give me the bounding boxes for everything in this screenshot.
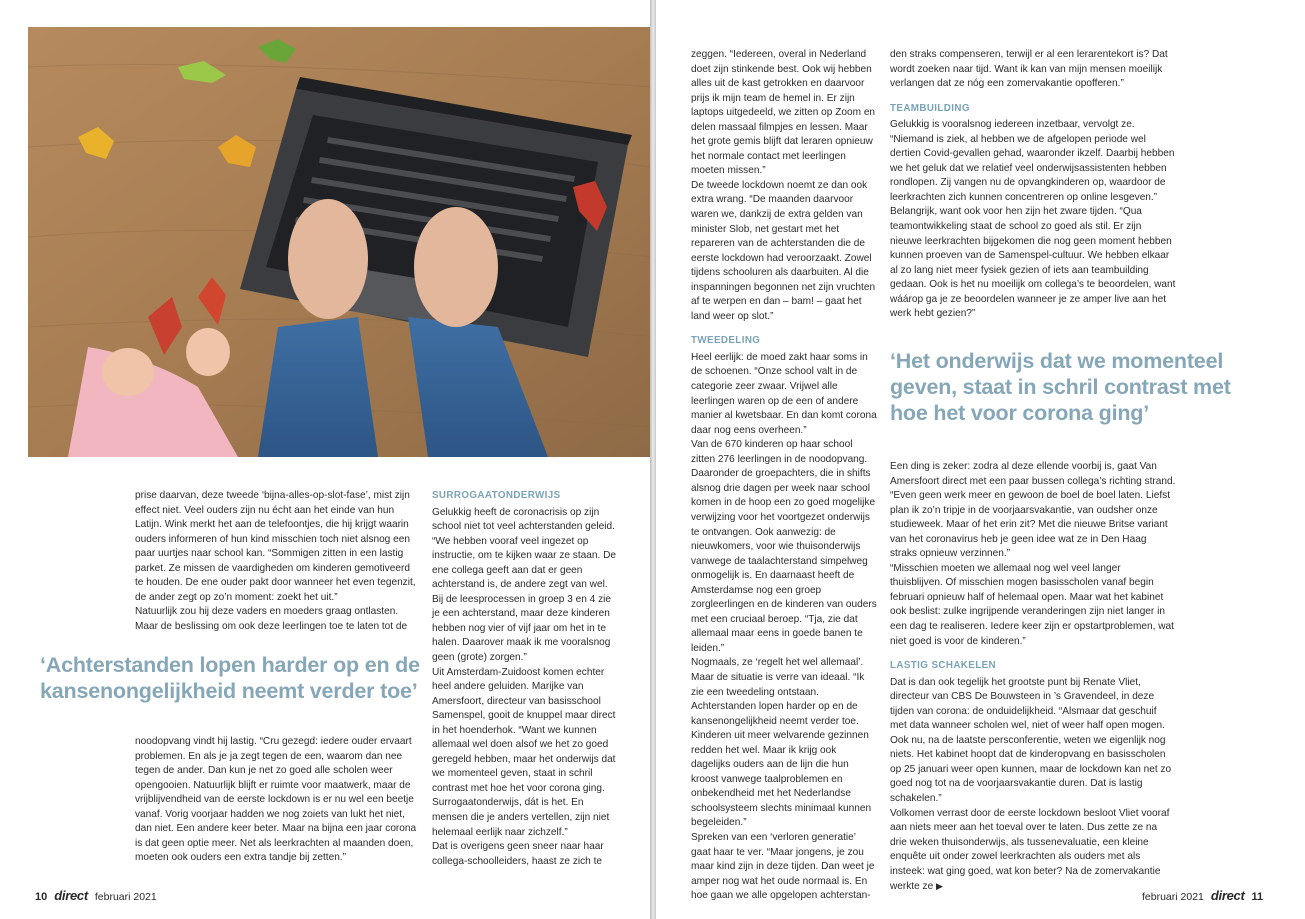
paragraph: noodopvang vindt hij lastig. “Cru gezegd: iedere ouder ervaart problemen. En als je ja zegt tegen de een, waarom dan nee tegen de ander. Dan kun je net zo goed alle scholen weer opengooien. Natuurlijk blijft er ruimte voor maatwerk, maar de vrijblijvendheid van de eerste lockdown is er nu wel een beetje vanaf. Vorig voorjaar hadden we nog zoiets van lukt het niet, dan niet. Een andere keer beter. Maar na bijna een jaar corona is dat geen optie meer. Net als leerkrachten al maanden doen, moeten ook ouders een extra tandje bij zetten.”	[135, 736, 417, 864]
right-page	[656, 0, 1305, 919]
paragraph: De tweede lockdown noemt ze dan ook extra wrang. “De maanden daarvoor waren we, dankzij de extra gelden van minister Slob, net gestart met het repareren van de achterstanden die de eerste lockdown had veroorzaakt. Zowel tijdens schooluren als daarbuiten. Al die inspanningen begonnen net zijn vruchten af te werpen en dan – bam! – gaat het land weer op slot.”	[691, 179, 876, 322]
left-column-1-top	[135, 489, 418, 634]
paragraph: Heel eerlijk: de moed zakt haar soms in de schoenen. “Onze school valt in de categorie zeer zwaar. Vrijwel alle leerlingen waren op de een of andere manier al kwetsbaar. En dan komt corona daar nog eens overheen.”	[691, 351, 877, 436]
magazine-logo: direct	[1210, 888, 1245, 903]
paragraph: Belangrijk, want ook voor hen zijn het zware tijden. “Qua teamontwikkeling staat de school zo goed als stil. Er zijn nieuwe leerkrachten bijgekomen die nog geen moment hebben kunnen proeven van de Samenspel-cultuur. We hebben elkaar al zo lang niet meer fysiek gezien of iets aan teambuilding gedaan. Ook is het nu moeilijk om collega’s te beoordelen, want wáárop ga je ze beoordelen wanneer je ze amper live aan het werk hebt gezien?”	[890, 206, 1176, 320]
left-folio	[35, 888, 157, 903]
section-heading-tweedeling: TWEEDELING	[691, 335, 761, 347]
paragraph: Dat is dan ook tegelijk het grootste punt bij Renate Vliet, directeur van CBS De Bouwsteen in ’s Gravendeel, in deze tijden van corona: de onduidelijkheid. “Alsmaar dat geschuif met data wanneer scholen wel, niet of weer half open mogen. Ook nu, na de laatste persconferentie, weten we eigenlijk nog niets. Het kabinet hoopt dat de kinderopvang en basisscholen op 25 januari weer open kunnen, maar de lockdown kan net zo goed nog tot na de voorjaarsvakantie duren. Dat is lastig schakelen.”	[890, 676, 1172, 805]
photo-illustration	[28, 27, 650, 457]
section-heading-surrogaatonderwijs: SURROGAATONDERWIJS	[432, 490, 561, 501]
section-heading-lastig-schakelen: LASTIG SCHAKELEN	[890, 660, 997, 672]
paragraph: Gelukkig heeft de coronacrisis op zijn school niet tot veel achterstanden geleid. “We hebben vooraf veel ingezet op instructie, om te kijken waar ze staan. De ene collega geeft aan dat er geen achterstand is, de andere zegt van wel. Bij de leesprocessen in groep 3 en 4 zie je een achterstand, maar deze kinderen hebben nog vier of vijf jaar om het in te halen. Daarover maak ik me vooralsnog geen (grote) zorgen.”	[432, 506, 617, 664]
left-column-1-bottom	[135, 735, 418, 866]
paragraph: zeggen. “Iedereen, overal in Nederland doet zijn stinkende best. Ook wij hebben alles uit de kast getrokken en daarvoor prijs ik mijn team de hemel in. Er zijn laptops uitgedeeld, we zitten op Zoom en delen massaal filmpjes en lessen. Maar het grote gemis blijft dat leraren opnieuw het normale contact met leerlingen moeten missen.”	[691, 49, 876, 177]
page-number: 11	[1251, 891, 1264, 903]
right-pullquote: ‘Het onderwijs dat we momenteel geven, staat in schril contrast met hoe het voor corona ging’	[890, 349, 1231, 425]
right-column-2-bottom	[890, 460, 1176, 895]
paragraph: “Misschien moeten we allemaal nog wel veel langer thuisblijven. Of misschien mogen basisscholen vanaf begin februari opnieuw half of helemaal open. Maar wat het kabinet ook beslist: zulke ingrijpende veranderingen zijn niet langer in een dag te realiseren. Iedere keer zijn er opstartproblemen, wat niet goed is voor de kinderen.”	[890, 562, 1174, 647]
issue-date: februari 2021	[1142, 891, 1204, 903]
paragraph: Gelukkig is vooralsnog iedereen inzetbaar, vervolgt ze. “Niemand is ziek, al hebben we de afgelopen periode wel dertien Covid-gevallen gehad, waaronder ikzelf. Daarbij hebben we het geluk dat we relatief veel onderwijsassistenten hebben rondlopen. Zij vangen nu de opvangkinderen op, waardoor de leerkrachten zich kunnen concentreren op online lesgeven.”	[890, 119, 1175, 203]
paragraph: Nogmaals, ze ‘regelt het wel allemaal’. Maar de situatie is verre van ideaal. “Ik zie een tweedeling ontstaan. Achterstanden lopen harder op en de kansenongelijkheid neemt verder toe. Kinderen uit meer welvarende gezinnen redden het wel. Maar ik krijg ook dagelijks ouders aan de lijn die hun kroost vanwege taalproblemen en onbekendheid met het Nederlandse schoolsysteem slechts minimaal kunnen begeleiden.”	[691, 657, 872, 829]
section-heading-teambuilding: TEAMBUILDING	[890, 102, 970, 114]
magazine-logo: direct	[54, 888, 88, 903]
right-folio	[1142, 888, 1263, 903]
continue-arrow-icon: ▶	[936, 881, 943, 892]
page-number: 10	[35, 891, 48, 903]
paragraph: Dat is overigens geen sneer naar haar collega-schoolleiders, haast ze zich te	[432, 841, 604, 867]
paragraph: Van de 670 kinderen op haar school zitten 276 leerlingen in de noodopvang. Daaronder de groepachters, die in shifts alsnog drie dagen per week naar school komen in de hoop een zo goed mogelijke verwijzing voor het voortgezet onderwijs te ontvangen. Ook aanwezig: de nieuwkomers, voor wie thuisonderwijs vanwege de taalachterstand simpelweg onmogelijk is. En daarnaast heeft de Amsterdamse nog een groep zorgleerlingen en de kinderen van ouders met een cruciaal beroep. “Tja, zie dat allemaal maar eens in goede banen te leiden.”	[691, 439, 877, 654]
paragraph-text: Volkomen verrast door de eerste lockdown besloot Vliet vooraf aan niets meer aan het toeval over te laten. Dus zette ze na drie weken thuisonderwijs, als tussenevaluatie, een kleine enquête uit onder zowel leerkrachten als ouders met als insteek: wat ging goed, wat kon beter? Na de zomervakantie werkte ze	[890, 807, 1170, 893]
paragraph: Spreken van een ‘verloren generatie’ gaat haar te ver. “Maar jongens, je zou maar kind zijn in deze tijden. Dan weet je amper nog wat het oude normaal is. En hoe gaan we alle opgelopen achterstan-	[691, 831, 875, 902]
left-pullquote: ‘Achterstanden lopen harder op en de kansenongelijkheid neemt verder toe’	[40, 653, 420, 703]
paragraph: Natuurlijk zou hij deze vaders en moeders graag ontlasten. Maar de beslissing om ook deze leerlingen toe te laten tot de	[135, 606, 408, 632]
paragraph: Een ding is zeker: zodra al deze ellende voorbij is, gaat Van Amersfoort direct met een paar bussen collega’s richting strand. “Even geen werk meer en gewoon de boel de boel laten. Liefst plan ik zo’n tripje in de voorjaarsvakantie, van oudsher onze studieweek. Maar of het erin zit? Met die nieuwe Britse variant van het coronavirus heb je geen idee wat ze in Den Haag straks opnieuw verzinnen.”	[890, 461, 1176, 560]
paragraph: Uit Amsterdam-Zuidoost komen echter heel andere geluiden. Marijke van Amersfoort, directeur van basisschool Samenspel, gooit de knuppel maar direct in het hoenderhok. “Want we kunnen allemaal wel doen alsof we het zo goed geregeld hebben, maar het onderwijs dat we momenteel geven, staat in schril contrast met hoe het voor corona ging. Surrogaatonderwijs, dát is het. En mensen die je anders vertellen, zijn niet helemaal eerlijk naar zichzelf.”	[432, 666, 616, 838]
right-column-2-top	[890, 48, 1176, 322]
hero-photo-laptop-typing	[28, 27, 650, 457]
right-column-1	[691, 48, 877, 904]
issue-date: februari 2021	[94, 891, 157, 903]
paragraph: prise daarvan, deze tweede ‘bijna-alles-op-slot-fase’, mist zijn effect niet. Veel ouders zijn nu écht aan het einde van hun Latijn. Wink merkt het aan de telefoontjes, die hij krijgt waarin ouders informeren of hun kind misschien toch niet alsnog een paar uurtjes naar school kan. “Sommigen zitten in een lastig parket. Ze missen de vaardigheden om kinderen gemotiveerd te houden. De ene ouder pakt door wanneer het even tegenzit, de ander zegt op zo’n moment: zoekt het uit.”	[135, 490, 416, 603]
paragraph	[890, 807, 1176, 895]
left-page	[0, 0, 650, 919]
paragraph: den straks compenseren, terwijl er al een lerarentekort is? Dat wordt zoeken naar tijd. Want ik kan van mijn mensen moeilijk verlangen dat ze nóg een zomervakantie opofferen.”	[890, 49, 1168, 90]
left-column-2	[432, 489, 619, 869]
